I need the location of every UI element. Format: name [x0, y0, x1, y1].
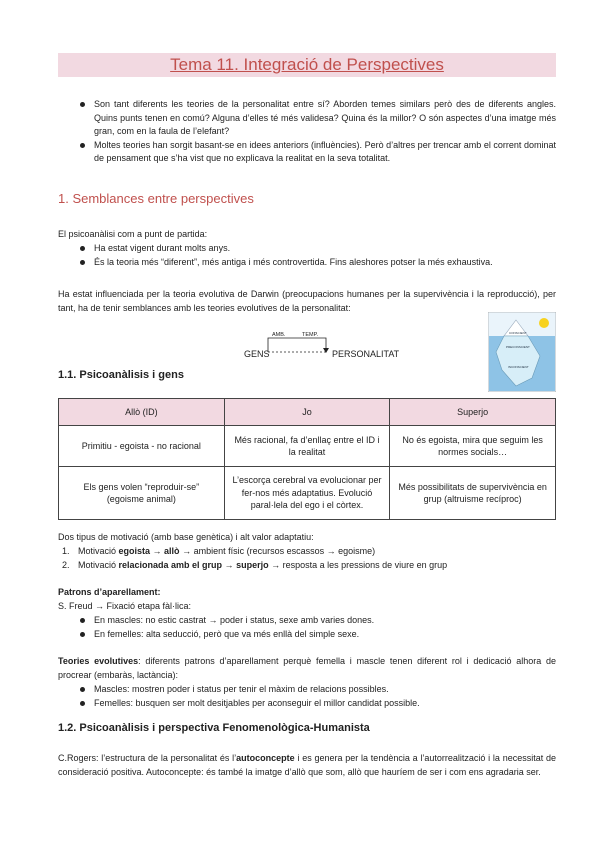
iceberg-top-label: CONSCIENT — [509, 331, 527, 335]
text-span: Motivació — [78, 546, 119, 556]
section-heading: 1. Semblances entre perspectives — [58, 191, 254, 206]
list-number: 1. — [62, 546, 70, 556]
list-item: En mascles: no estic castrat → poder i status, sexe amb varies dones. — [74, 614, 556, 628]
bold-text: autoconcepte — [236, 753, 295, 763]
patterns-heading — [58, 586, 161, 600]
freud-line: S. Freud → Fixació etapa fàl·lica: — [58, 601, 192, 611]
subsection-heading: 1.2. Psicoanàlisis i perspectiva Fenomenològica-Humanista — [58, 722, 370, 734]
text-span: i es genera per la tendència a l’autorrealització i la necessitat de consideració positiva. Autoconcepte: és també la imatge d’allò que som, allò que hauríem de ser i com ens agradaria ser. — [58, 753, 556, 777]
table-cell: Primitiu - egoista - no racional — [59, 426, 225, 467]
iceberg-mid-label: PRECONSCIENT — [506, 345, 530, 349]
text-span: : diferents patrons d’aparellament perquè femella i mascle tenen diferent rol i dedicació alhora de procrear (embaràs, lactància): — [58, 656, 556, 680]
table-cell: Més possibilitats de supervivència en grup (altruisme recíproc) — [390, 467, 556, 520]
list-item: Son tant diferents les teories de la personalitat entre sí? Aborden temes similars però des de diferents angles. Quins punts tenen en comú? Alguna d’elles té més validesa? Quina és la millor? O són aspectes d’una imatge més gran, com en la faula de l’elefant? — [74, 98, 556, 139]
bullet-list — [74, 614, 556, 641]
diagram-right-label: PERSONALITAT — [332, 349, 400, 359]
table-header-cell: Superjo — [390, 399, 556, 426]
page-title: Tema 11. Integració de Perspectives — [170, 55, 444, 75]
iceberg-bottom-label: INCONSCIENT — [508, 365, 529, 369]
intro-bullet-list — [74, 98, 556, 166]
bold-text: Teories evolutives — [58, 656, 139, 666]
bold-text: Patrons d’aparellament: — [58, 587, 161, 597]
iceberg-image — [488, 312, 556, 392]
table-cell: No és egoista, mira que seguim les normes socials… — [390, 426, 556, 467]
list-item — [58, 559, 556, 573]
list-number: 2. — [62, 559, 70, 570]
bullet-list — [74, 683, 556, 710]
rogers-paragraph — [58, 752, 556, 779]
text-span: → ambient físic (recursos escassos → egoisme) — [179, 546, 376, 556]
table-cell: L’escorça cerebral va evolucionar per fer-nos més adaptatius. Evolució paral·lela del ego i el còrtex. — [224, 467, 390, 520]
motivation-list — [58, 545, 556, 572]
table-header-row — [59, 399, 556, 426]
list-item: És la teoria més “diferent”, més antiga i més controvertida. Fins aleshores potser la més exhaustiva. — [74, 256, 556, 270]
text-span: → — [222, 559, 237, 570]
diagram-over-label-2: TEMP. — [302, 332, 319, 338]
list-item: Moltes teories han sorgit basant-se en idees anteriors (influències). Però d’altres per trencar amb el corrent dominat de pensament que s’ha vist que no explicava la realitat en la seva totalitat. — [74, 139, 556, 166]
diagram-over-label-1: AMB. — [272, 332, 286, 338]
evolutionary-paragraph — [58, 655, 556, 682]
bold-text: allò — [164, 546, 180, 556]
subsection-heading: 1.1. Psicoanàlisis i gens — [58, 369, 184, 381]
table-header-cell: Allò (ID) — [59, 399, 225, 426]
table-row — [59, 426, 556, 467]
list-item: Mascles: mostren poder i status per tenir el màxim de relacions possibles. — [74, 683, 556, 697]
list-item: Femelles: busquen ser molt desitjables per aconseguir el millor candidat possible. — [74, 697, 556, 711]
genes-personality-diagram — [244, 330, 404, 362]
table-header-cell: Jo — [224, 399, 390, 426]
motivation-lead: Dos tipus de motivació (amb base genètica) i alt valor adaptatiu: — [58, 532, 314, 542]
bold-text: egoista — [118, 546, 151, 556]
text-span: Motivació — [78, 559, 119, 570]
section-lead: El psicoanàlisi com a punt de partida: — [58, 229, 208, 239]
list-item — [58, 545, 556, 559]
comparison-table — [58, 398, 556, 520]
diagram-left-label: GENS — [244, 349, 270, 359]
text-span: → — [150, 546, 165, 556]
table-cell: Més racional, fa d’enllaç entre el ID i la realitat — [224, 426, 390, 467]
bullet-list — [74, 242, 556, 269]
list-item: En femelles: alta seducció, però que va més enllà del simple sexe. — [74, 628, 556, 642]
title-band — [58, 53, 556, 77]
list-item: Ha estat vigent durant molts anys. — [74, 242, 556, 256]
bold-text: superjo — [236, 559, 269, 570]
text-span: C.Rogers: l’estructura de la personalitat és l’ — [58, 753, 237, 763]
bold-text: relacionada amb el grup — [118, 559, 223, 570]
table-row — [59, 467, 556, 520]
table-cell: Els gens volen “reproduir-se” (egoisme animal) — [59, 467, 225, 520]
text-span: → resposta a les pressions de viure en grup — [268, 559, 448, 570]
darwin-paragraph: Ha estat influenciada per la teoria evolutiva de Darwin (preocupacions humanes per la supervivència i la reproducció), per tant, ha de tenir semblances amb les teories evolutives de la personalitat: — [58, 289, 556, 313]
